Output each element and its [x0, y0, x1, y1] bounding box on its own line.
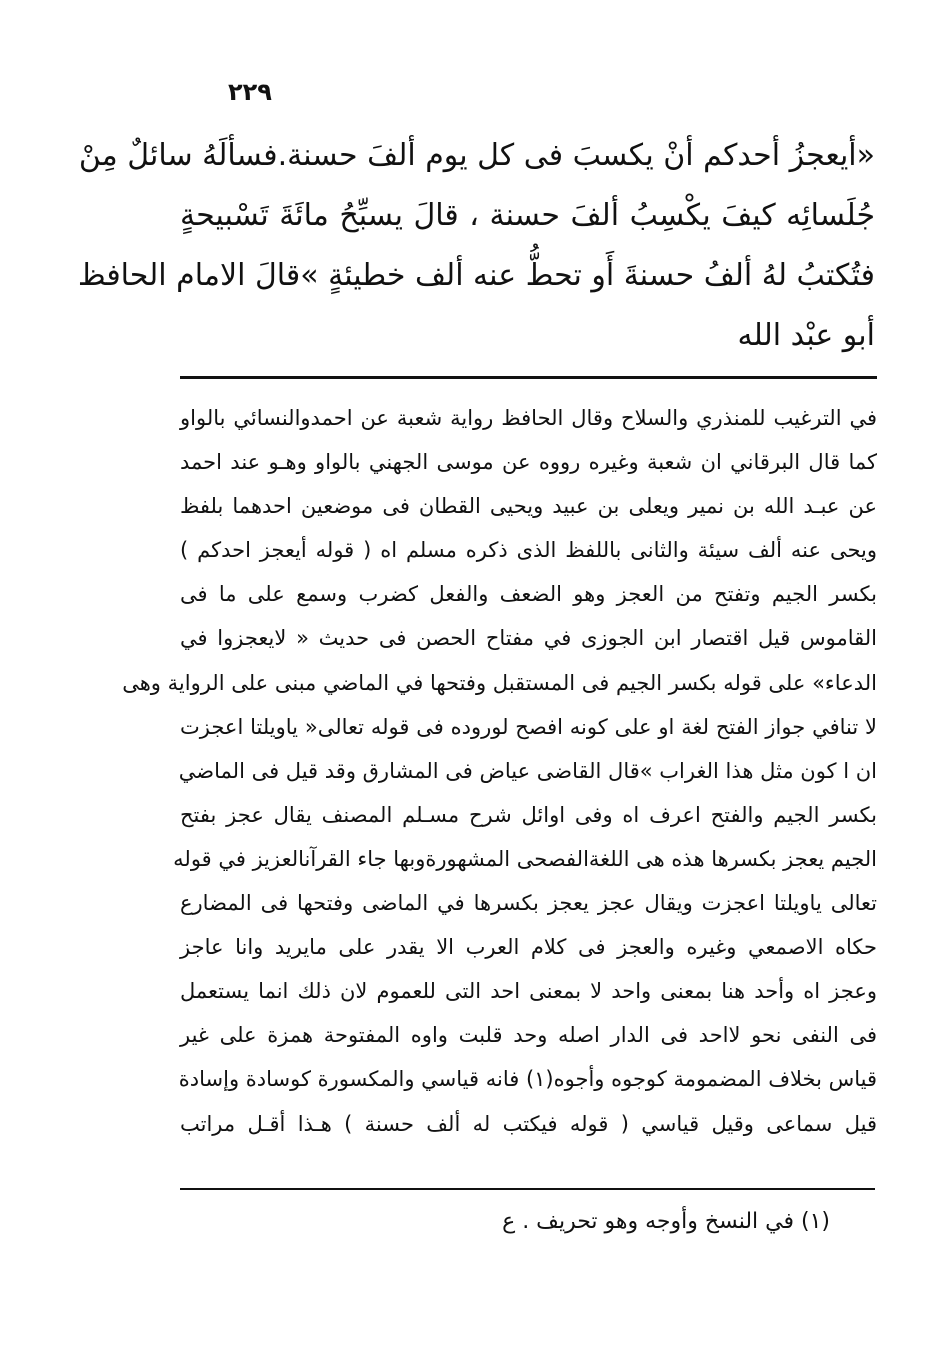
commentary-line: قياس بخلاف المضمومة كوجوه وأجوه(١) فانه قياسي والمكسورة كوسادة وإسادة: [178, 1067, 877, 1092]
commentary-line: عن عبـد الله بن نمير ويعلى بن عبيد ويحيى القطان فى موضعين احدهما بلفظ: [180, 494, 877, 519]
commentary-line: حكاه الاصمعي وغيره والعجز فى كلام العرب الا يقدر على مايريد وانا عاجز: [180, 935, 877, 960]
commentary-line: القاموس قيل اقتصار ابن الجوزى في مفتاح الحصن فى حديث « لايعجزوا في: [180, 626, 877, 651]
commentary-line: كما قال البرقاني ان شعبة وغيره رووه عن موسى الجهني بالواو وهـو عند احمد: [180, 450, 877, 475]
page-number: ٢٢٩: [228, 78, 272, 106]
commentary-line: وعجز اه وأحد هنا بمعنى واحد لا بمعنى احد التى للعموم لان ذلك انما يستعمل: [180, 979, 877, 1004]
commentary-line: الدعاء» على قوله بكسر الجيم فى المستقبل وفتحها في الماضي مبنى على الرواية وهى: [122, 670, 877, 695]
main-text: [77, 126, 875, 366]
commentary-line: الجيم يعجز بكسرها هذه هى اللغةالفصحى المشهورةوبها جاء القرآنالعزيز في قوله: [173, 846, 877, 871]
main-text-line: فتُكتبُ لهُ ألفُ حسنةَ أَو تحطُّ عنه ألف خطيئةٍ »قالَ الامام الحافظ: [77, 258, 875, 293]
section-divider: [180, 376, 877, 379]
commentary-line: ان ا كون مثل هذا الغراب »قال القاضى عياض فى المشارق وقد قيل فى الماضي: [178, 758, 877, 783]
commentary-line: تعالى ياويلتا اعجزت ويقال عجز يعجز بكسرها في الماضى وفتحها فى المضارع: [180, 891, 877, 916]
commentary-line: بكسر الجيم والفتح اعرف اه وفى اوائل شرح مسـلم المصنف يقال عجز بفتح: [180, 802, 877, 827]
footnote: (١) في النسخ وأوجه وهو تحريف . ع: [502, 1209, 830, 1234]
commentary-text: [122, 396, 877, 1146]
commentary-line: ويحى عنه ألف سيئة والثانى باللفظ الذى ذكره مسلم اه ( قوله أيعجز احدكم ): [180, 538, 877, 563]
commentary-line: في الترغيب للمنذري والسلاح وقال الحافظ رواية شعبة عن احمدوالنسائي بالواو: [180, 406, 877, 430]
main-text-line: جُلَسائِه كيفَ يكْسِبُ ألفَ حسنة ، قالَ يسبِّحُ مائَةَ تَسْبيحةٍ: [180, 198, 875, 233]
main-text-line: «أيعجزُ أحدكم أنْ يكسبَ فى كل يوم ألفَ حسنة.فسألَهُ سائلٌ مِنْ: [78, 138, 875, 173]
commentary-line: لا تنافي جواز الفتح لغة او على كونه افصح لوروده فى قوله تعالى« ياويلتا اعجزت: [180, 714, 877, 739]
footnote-divider: [180, 1188, 875, 1190]
commentary-line: بكسر الجيم وتفتح من العجز وهو الضعف والفعل كضرب وسمع على ما فى: [180, 582, 877, 607]
commentary-line: قيل سماعى وقيل قياسي ( قوله فيكتب له ألف حسنة ) هـذا أقـل مراتب: [180, 1111, 877, 1136]
main-text-line: أبو عبْد الله: [737, 318, 875, 353]
commentary-line: فى النفى نحو لااحد فى الدار اصله وحد قلبت واوه المفتوحة همزة على غير: [180, 1023, 877, 1048]
